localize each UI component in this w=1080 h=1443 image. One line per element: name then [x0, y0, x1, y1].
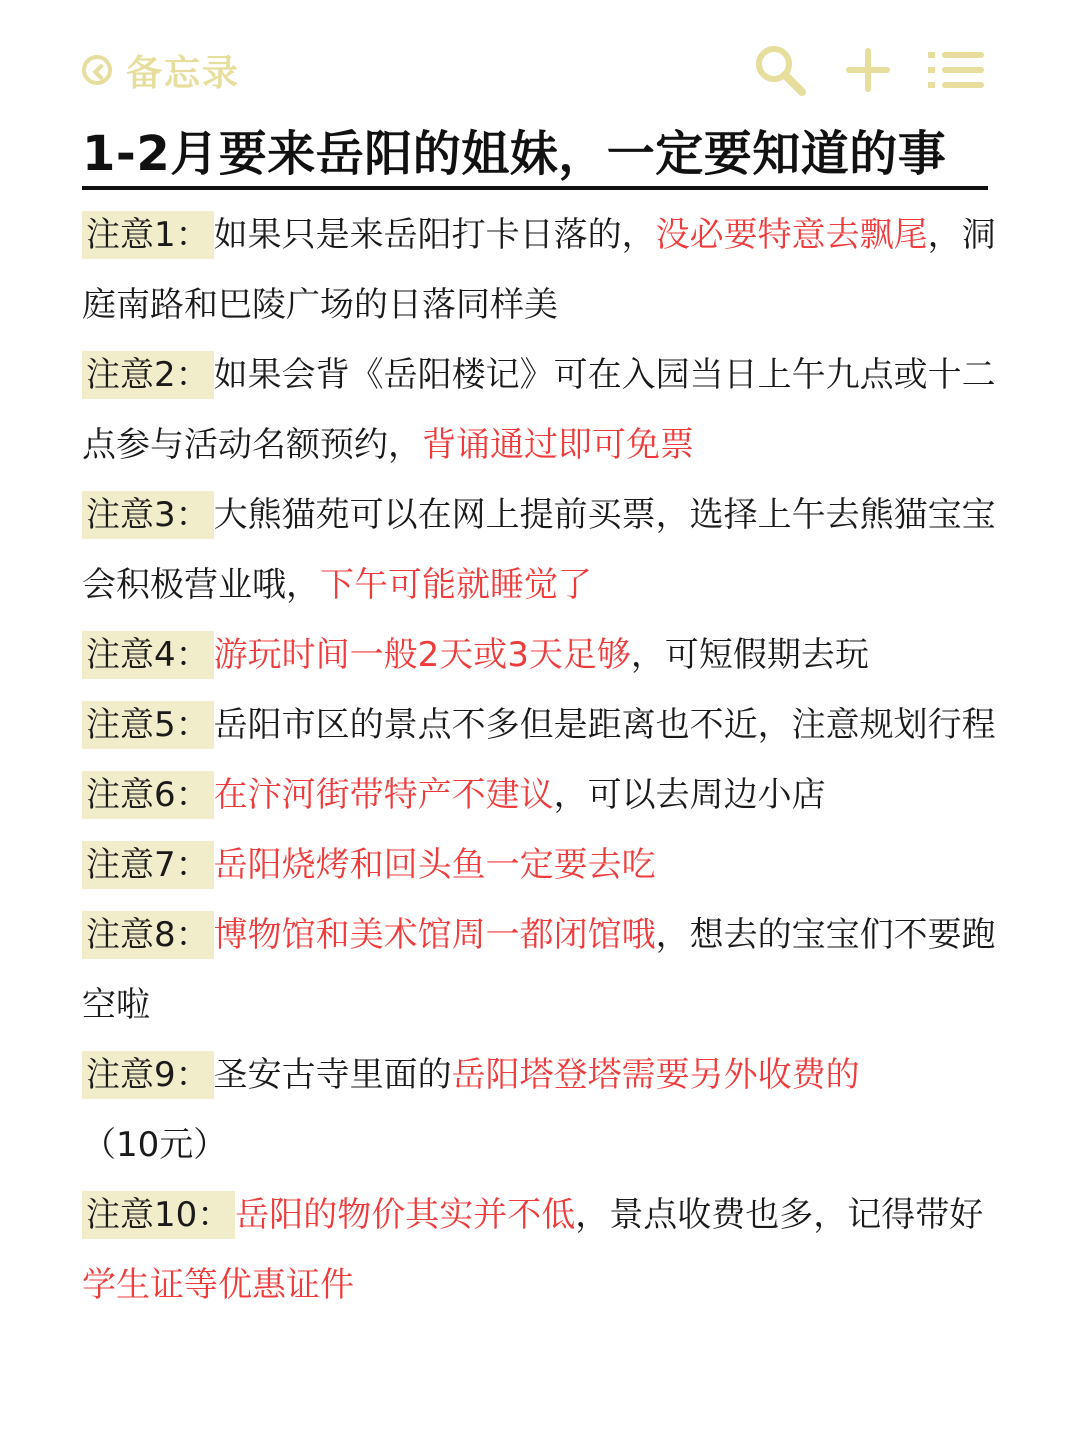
- title-divider: [82, 186, 988, 190]
- note-highlight: 岳阳的物价其实并不低: [235, 1195, 576, 1235]
- note-label: 注意10：: [82, 1191, 235, 1239]
- note-label: 注意9：: [82, 1051, 214, 1099]
- note-item: [82, 830, 1002, 900]
- note-item: [82, 760, 1002, 830]
- page-title: 1-2月要来岳阳的姐妹，一定要知道的事: [82, 126, 947, 182]
- note-text: ，想去的宝宝们不要跑空啦: [82, 915, 996, 1025]
- note-text: 如果只是来岳阳打卡日落的，: [213, 215, 656, 255]
- note-label: 注意4：: [82, 631, 214, 679]
- note-highlight: 下午可能就睡觉了: [320, 565, 592, 605]
- note-highlight: 背诵通过即可免票: [422, 425, 694, 465]
- note-label: 注意7：: [82, 841, 214, 889]
- note-text: 大熊猫苑可以在网上提前买票，选择上午去熊猫宝宝会积极营业哦，: [82, 495, 996, 605]
- note-label: 注意3：: [82, 491, 214, 539]
- note-label: 注意2：: [82, 351, 214, 399]
- note-item: [82, 340, 1002, 480]
- note-label: 注意6：: [82, 771, 214, 819]
- note-label: 注意5：: [82, 701, 214, 749]
- chevron-left-icon: [82, 55, 112, 85]
- note-item: [82, 1180, 1002, 1320]
- back-label: 备忘录: [126, 52, 241, 94]
- note-item: [82, 620, 1002, 690]
- note-highlight: 在汴河街带特产不建议: [213, 775, 554, 815]
- note-item: [82, 200, 1002, 340]
- note-text: 如果会背《岳阳楼记》可在入园当日上午九点或十二点参与活动名额预约，: [82, 355, 996, 465]
- note-highlight: 博物馆和美术馆周一都闭馆哦: [213, 915, 656, 955]
- plus-icon[interactable]: [846, 48, 890, 92]
- top-bar: [0, 0, 1080, 130]
- note-title-block: [82, 122, 988, 190]
- list-icon[interactable]: [928, 50, 986, 90]
- note-text: ，景点收费也多，记得带好: [575, 1195, 984, 1235]
- note-text: ，可以去周边小店: [553, 775, 826, 815]
- note-text: ，可短假期去玩: [630, 635, 869, 675]
- note-text: （10元）: [82, 1125, 228, 1165]
- note-text: 圣安古寺里面的: [213, 1055, 452, 1095]
- note-item: [82, 1040, 1002, 1180]
- note-label: 注意8：: [82, 911, 214, 959]
- note-text: ，洞庭南路和巴陵广场的日落同样美: [82, 215, 996, 325]
- note-highlight: 游玩时间一般2天或3天足够: [213, 635, 631, 675]
- note-item: [82, 690, 1002, 760]
- note-highlight: 没必要特意去飘尾: [655, 215, 928, 255]
- note-item: [82, 480, 1002, 620]
- search-icon[interactable]: [752, 42, 808, 98]
- note-highlight: 岳阳塔登塔需要另外收费的: [451, 1055, 860, 1095]
- back-button[interactable]: [82, 46, 240, 94]
- note-highlight: 岳阳烧烤和回头鱼一定要去吃: [213, 845, 656, 885]
- notes-list: [82, 200, 1002, 1320]
- note-label: 注意1：: [82, 211, 214, 259]
- note-text: 岳阳市区的景点不多但是距离也不近，注意规划行程: [213, 705, 996, 745]
- note-item: [82, 900, 1002, 1040]
- note-highlight: 学生证等优惠证件: [82, 1265, 354, 1305]
